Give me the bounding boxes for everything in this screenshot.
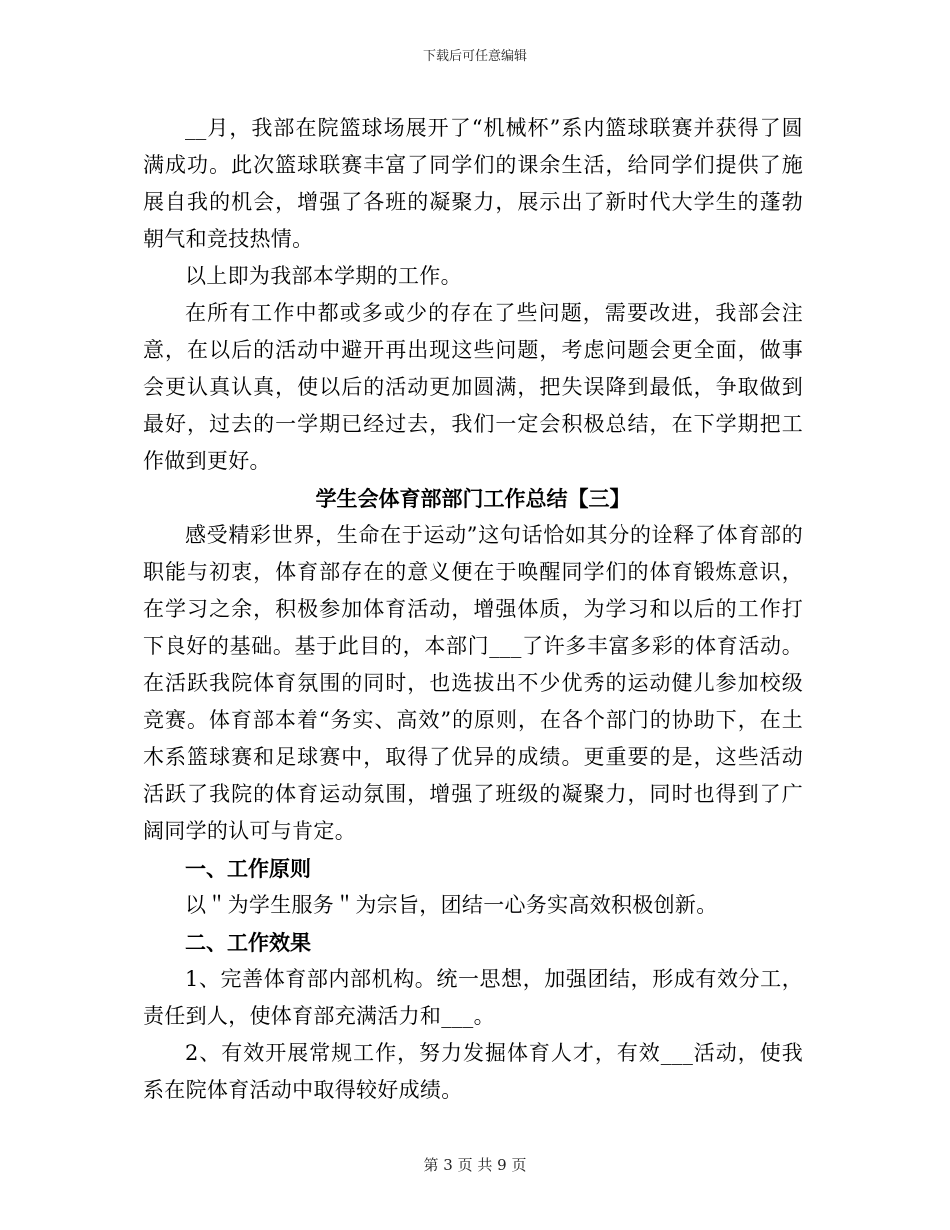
section-heading-principles: 一、工作原则 — [185, 856, 311, 881]
page-number: 第 3 页 共 9 页 — [423, 1156, 527, 1174]
paragraph-introduction: 感受精彩世界，生命在于运动”这句话恰如其分的诠释了体育部的职能与初衷，体育部存在的意义便在于唤醒同学们的体育锻炼意识，在学习之余，积极参加体育活动，增强体质，为学习和以后的工作打下良好的基础。基于此目的，本部门___了许多丰富多彩的体育活动。在活跃我院体育氛围的同时，也选拔出不少优秀的运动健儿参加校级竞赛。体育部本着“务实、高效”的原则，在各个部门的协助下，在土木系篮球赛和足球赛中，取得了优异的成绩。更重要的是，这些活动活跃了我院的体育运动氛围，增强了班级的凝聚力，同时也得到了广阔同学的认可与肯定。 — [143, 523, 803, 843]
document-title: 学生会体育部部门工作总结【三】 — [315, 486, 631, 511]
paragraph-improvement: 在所有工作中都或多或少的存在了些问题，需要改进，我部会注意，在以后的活动中避开再出现这些问题，考虑问题会更全面，做事会更认真认真，使以后的活动更加圆满，把失误降到最低，争取做到最好，过去的一学期已经过去，我们一定会积极总结，在下学期把工作做到更好。 — [143, 301, 803, 473]
page-header: 下载后可任意编辑 — [422, 49, 527, 64]
paragraph-result-1: 1、完善体育部内部机构。统一思想，加强团结，形成有效分工，责任到人，使体育部充满活力和___。 — [143, 967, 803, 1028]
paragraph-basketball-league: __月，我部在院篮球场展开了“机械杯”系内篮球联赛并获得了圆满成功。此次篮球联赛丰富了同学们的课余生活，给同学们提供了施展自我的机会，增强了各班的凝聚力，展示出了新时代大学生的蓬勃朝气和竞技热情。 — [143, 116, 803, 251]
document-body — [143, 110, 803, 1109]
paragraph-principles: 以＂为学生服务＂为宗旨，团结一心务实高效积极创新。 — [185, 893, 718, 917]
paragraph-semester-summary: 以上即为我部本学期的工作。 — [185, 264, 462, 288]
section-heading-results: 二、工作效果 — [185, 930, 311, 955]
paragraph-result-2: 2、有效开展常规工作，努力发掘体育人才，有效___活动，使我系在院体育活动中取得较好成绩。 — [143, 1041, 803, 1102]
